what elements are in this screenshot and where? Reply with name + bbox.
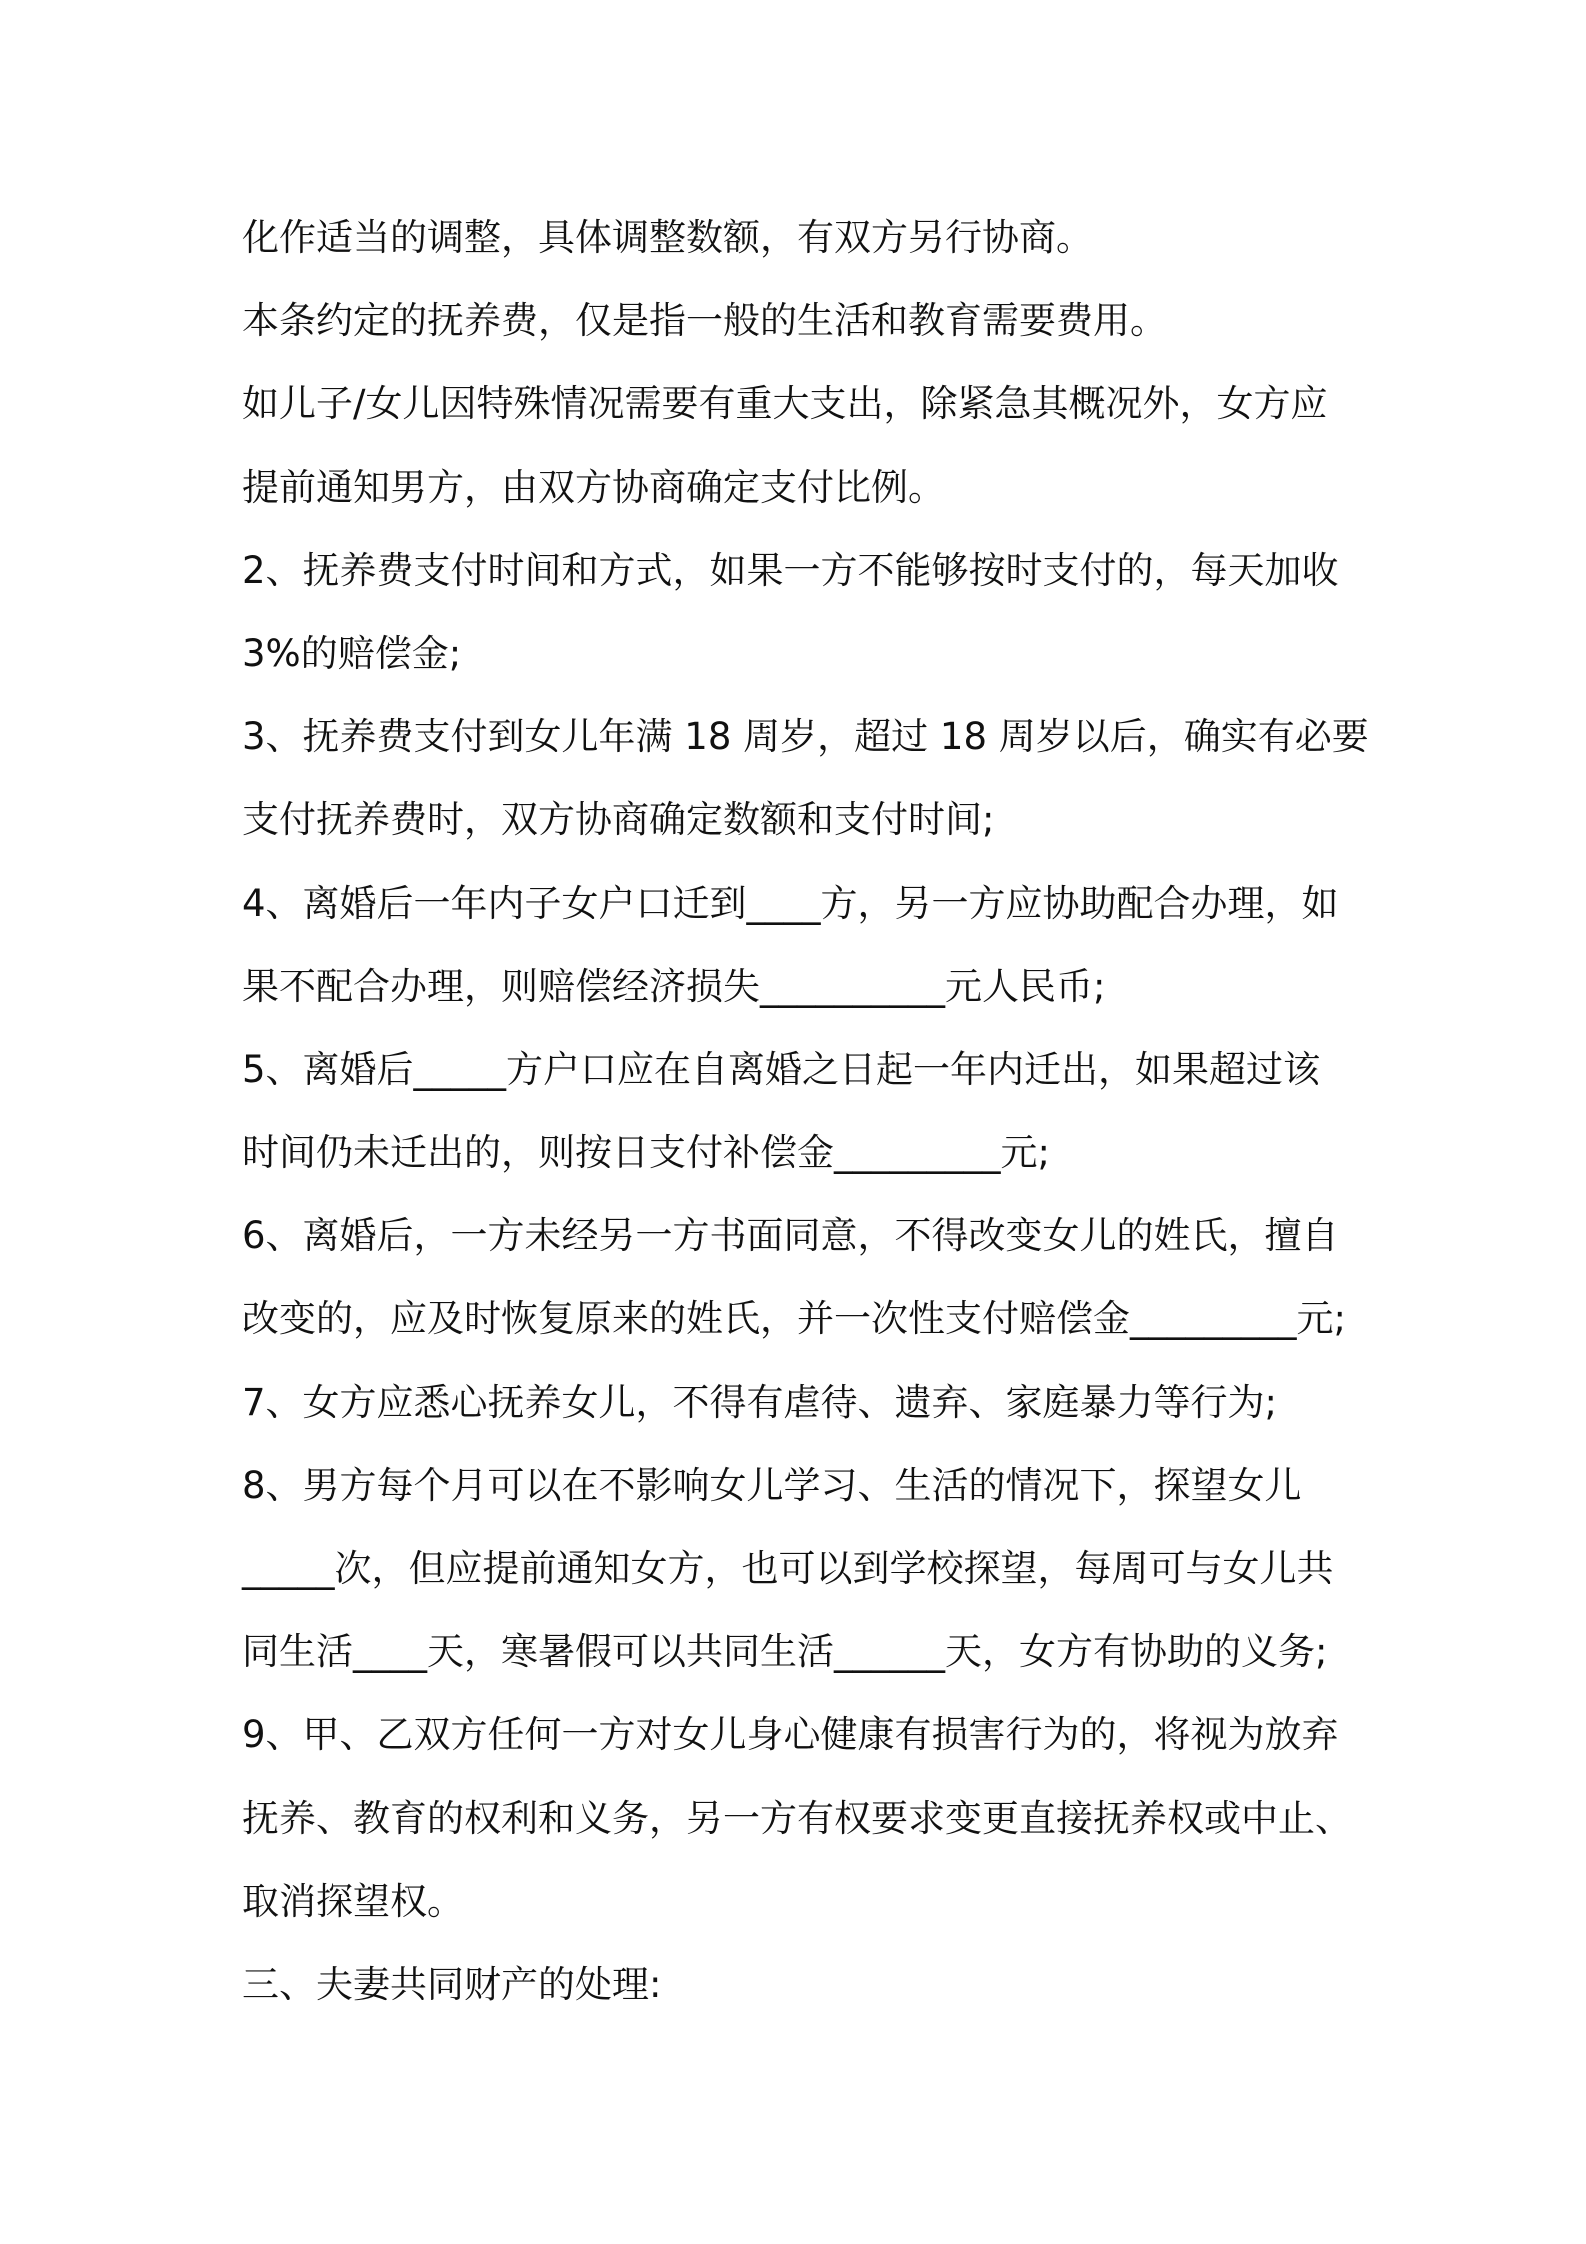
- section-heading: 三、夫妻共同财产的处理:: [242, 1962, 662, 2006]
- text-line: 改变的，应及时恢复原来的姓氏，并一次性支付赔偿金_________元;: [242, 1297, 1346, 1341]
- text-line: 支付抚养费时，双方协商确定数额和支付时间;: [242, 798, 995, 842]
- text-line: 6、离婚后，一方未经另一方书面同意，不得改变女儿的姓氏，擅自: [242, 1214, 1339, 1258]
- text-line: 提前通知男方，由双方协商确定支付比例。: [242, 465, 945, 509]
- text-line: 时间仍未迁出的，则按日支付补偿金_________元;: [242, 1131, 1050, 1175]
- text-line: 果不配合办理，则赔偿经济损失__________元人民币;: [242, 964, 1106, 1008]
- text-line: 3%的赔偿金;: [242, 631, 462, 675]
- document-body: [242, 196, 1369, 2026]
- text-line: 4、离婚后一年内子女户口迁到____方，另一方应协助配合办理，如: [242, 881, 1339, 925]
- text-line: 如儿子/女儿因特殊情况需要有重大支出，除紧急其概况外，女方应: [242, 382, 1328, 426]
- text-line: 本条约定的抚养费，仅是指一般的生活和教育需要费用。: [242, 299, 1167, 343]
- text-line: 7、女方应悉心抚养女儿，不得有虐待、遗弃、家庭暴力等行为;: [242, 1380, 1278, 1424]
- text-line: 5、离婚后_____方户口应在自离婚之日起一年内迁出，如果超过该: [242, 1047, 1321, 1091]
- text-line: _____次，但应提前通知女方，也可以到学校探望，每周可与女儿共: [242, 1547, 1334, 1590]
- text-line: 同生活____天，寒暑假可以共同生活______天，女方有协助的义务;: [242, 1630, 1328, 1674]
- text-line: 3、抚养费支付到女儿年满 18 周岁，超过 18 周岁以后，确实有必要: [242, 715, 1369, 759]
- text-line: 9、甲、乙双方任何一方对女儿身心健康有损害行为的，将视为放弃: [242, 1713, 1339, 1757]
- text-line: 抚养、教育的权利和义务，另一方有权要求变更直接抚养权或中止、: [242, 1796, 1352, 1840]
- text-line: 化作适当的调整，具体调整数额，有双方另行协商。: [242, 216, 1093, 259]
- text-line: 2、抚养费支付时间和方式，如果一方不能够按时支付的，每天加收: [242, 548, 1339, 592]
- text-line: 取消探望权。: [242, 1879, 464, 1923]
- text-line: 8、男方每个月可以在不影响女儿学习、生活的情况下，探望女儿: [242, 1463, 1302, 1507]
